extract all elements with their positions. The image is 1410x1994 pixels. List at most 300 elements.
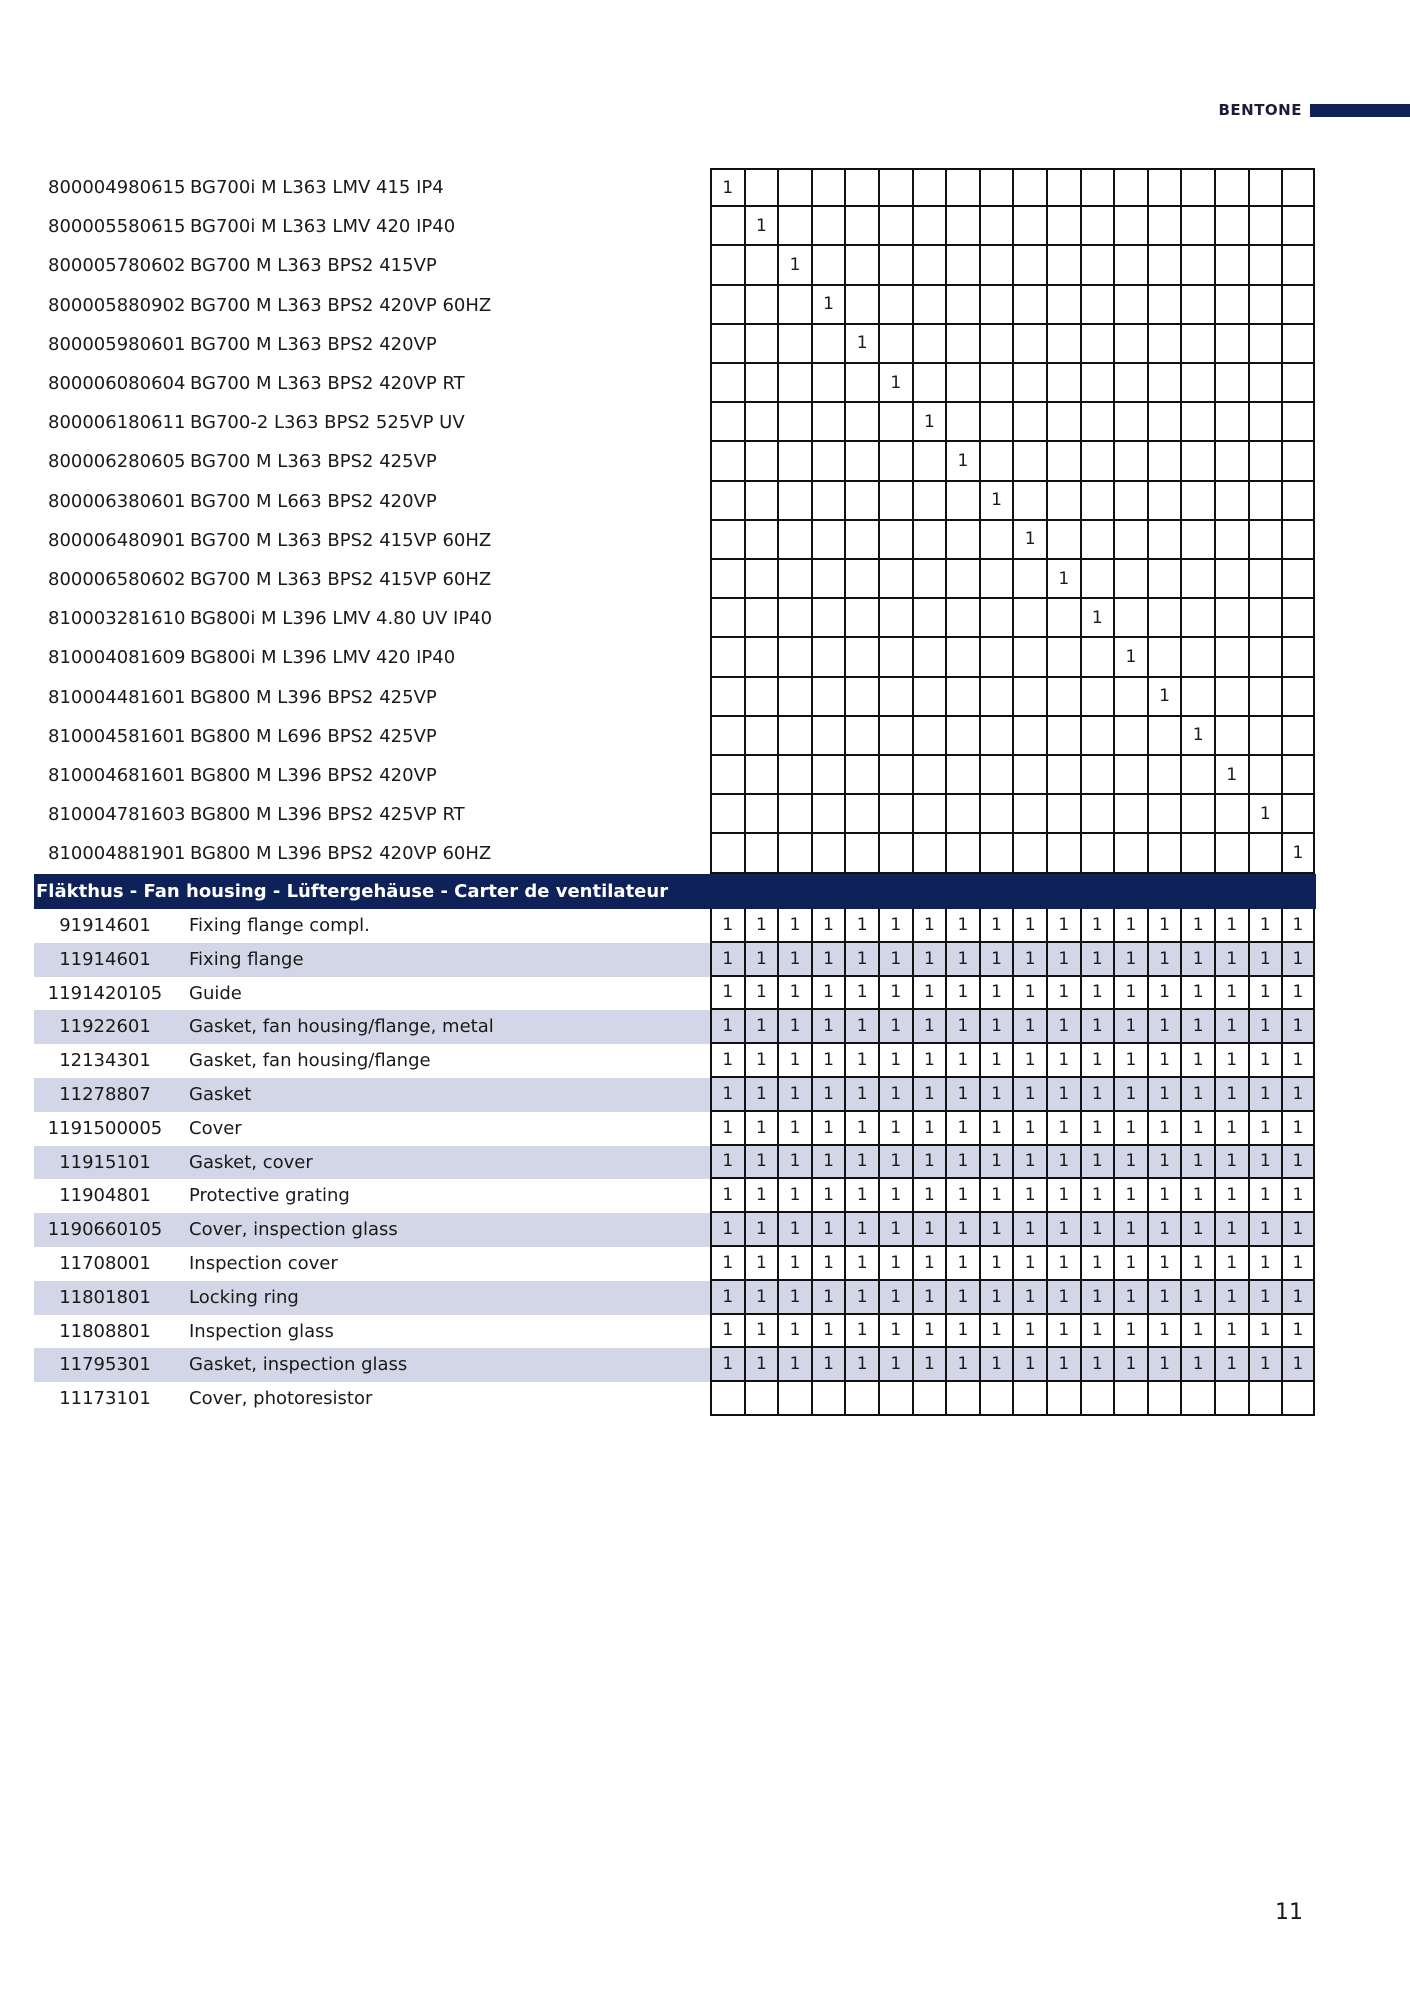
quantity-cell — [744, 834, 778, 873]
quantity-cell — [1214, 286, 1248, 325]
quantity-cell: 1 — [844, 1281, 878, 1315]
quantity-cell — [811, 403, 845, 442]
quantity-cell: 1 — [912, 1213, 946, 1247]
quantity-cell: 1 — [710, 1044, 744, 1078]
quantity-cell: 1 — [1012, 1044, 1046, 1078]
quantity-cell — [1281, 795, 1315, 834]
quantity-cell: 1 — [811, 1179, 845, 1213]
quantity-cell: 1 — [1113, 1112, 1147, 1146]
quantity-cell — [979, 325, 1013, 364]
quantity-cell: 1 — [1046, 943, 1080, 977]
quantity-cell: 1 — [979, 482, 1013, 521]
quantity-cell — [844, 364, 878, 403]
article-description: BG700i M L363 LMV 420 IP40 — [190, 216, 456, 238]
article-description: Cover — [189, 1117, 242, 1139]
quantity-cell — [1214, 678, 1248, 717]
quantity-cell: 1 — [1147, 1247, 1181, 1281]
quantity-cell: 1 — [811, 977, 845, 1011]
quantity-cell — [1281, 521, 1315, 560]
quantity-grid — [710, 1078, 1315, 1112]
quantity-cell — [710, 795, 744, 834]
article-code: 810004681601 — [48, 765, 186, 786]
quantity-cell — [710, 638, 744, 677]
quantity-cell: 1 — [1046, 560, 1080, 599]
quantity-grid — [710, 168, 1315, 207]
quantity-cell: 1 — [945, 1348, 979, 1382]
quantity-cell — [744, 638, 778, 677]
quantity-cell: 1 — [1248, 1247, 1282, 1281]
quantity-cell — [1046, 678, 1080, 717]
quantity-cell: 1 — [1147, 1112, 1181, 1146]
quantity-cell: 1 — [1080, 1179, 1114, 1213]
quantity-cell: 1 — [777, 909, 811, 943]
article-code: 810004481601 — [48, 686, 186, 708]
table-row — [34, 246, 1316, 285]
quantity-cell — [912, 168, 946, 207]
quantity-cell: 1 — [1147, 1010, 1181, 1044]
quantity-cell: 1 — [1012, 1010, 1046, 1044]
quantity-cell — [1113, 442, 1147, 481]
quantity-cell — [811, 834, 845, 873]
quantity-cell: 1 — [1281, 1213, 1315, 1247]
quantity-cell — [1147, 717, 1181, 756]
quantity-grid — [710, 246, 1315, 285]
quantity-cell: 1 — [1046, 1044, 1080, 1078]
quantity-cell: 1 — [1046, 1281, 1080, 1315]
quantity-cell: 1 — [912, 909, 946, 943]
quantity-cell — [912, 560, 946, 599]
quantity-cell — [1113, 403, 1147, 442]
article-code: 800005880902 — [48, 294, 186, 316]
quantity-cell: 1 — [811, 1146, 845, 1180]
quantity-cell — [1281, 717, 1315, 756]
quantity-cell — [1214, 325, 1248, 364]
quantity-cell: 1 — [878, 1010, 912, 1044]
quantity-cell — [1214, 795, 1248, 834]
quantity-cell — [945, 560, 979, 599]
quantity-cell: 1 — [1080, 1348, 1114, 1382]
quantity-cell — [1113, 364, 1147, 403]
quantity-cell: 1 — [1012, 1315, 1046, 1349]
quantity-grid — [710, 943, 1315, 977]
quantity-cell: 1 — [979, 1348, 1013, 1382]
quantity-cell: 1 — [811, 1315, 845, 1349]
article-code: 11173101 — [59, 1388, 151, 1410]
quantity-cell — [979, 756, 1013, 795]
quantity-cell: 1 — [1214, 1247, 1248, 1281]
quantity-cell: 1 — [945, 1213, 979, 1247]
quantity-cell — [811, 717, 845, 756]
quantity-cell — [811, 246, 845, 285]
quantity-cell: 1 — [811, 1247, 845, 1281]
quantity-cell: 1 — [744, 909, 778, 943]
quantity-cell — [844, 599, 878, 638]
quantity-cell: 1 — [844, 1078, 878, 1112]
quantity-cell: 1 — [844, 1315, 878, 1349]
table-row — [34, 1247, 1316, 1281]
quantity-cell — [878, 717, 912, 756]
quantity-cell: 1 — [1248, 1044, 1282, 1078]
quantity-cell: 1 — [1080, 1281, 1114, 1315]
quantity-cell — [1214, 717, 1248, 756]
quantity-cell: 1 — [1248, 1146, 1282, 1180]
quantity-cell: 1 — [1012, 521, 1046, 560]
quantity-cell — [811, 521, 845, 560]
quantity-cell — [945, 168, 979, 207]
quantity-cell — [1080, 795, 1114, 834]
quantity-cell: 1 — [710, 977, 744, 1011]
quantity-cell — [1214, 246, 1248, 285]
table-row — [34, 909, 1316, 943]
quantity-cell — [878, 756, 912, 795]
quantity-cell — [1248, 207, 1282, 246]
quantity-cell — [1113, 207, 1147, 246]
quantity-cell — [1046, 168, 1080, 207]
article-code: 11922601 — [59, 1016, 151, 1038]
quantity-cell — [945, 403, 979, 442]
quantity-cell — [1046, 325, 1080, 364]
quantity-cell — [710, 1382, 744, 1416]
quantity-cell — [979, 246, 1013, 285]
quantity-cell: 1 — [844, 1213, 878, 1247]
quantity-cell: 1 — [811, 1078, 845, 1112]
quantity-cell — [710, 286, 744, 325]
quantity-cell: 1 — [1180, 717, 1214, 756]
article-description: BG800 M L696 BPS2 425VP — [190, 725, 437, 747]
article-code: 810003281610 — [48, 608, 186, 630]
quantity-cell: 1 — [811, 1010, 845, 1044]
quantity-cell: 1 — [710, 168, 744, 207]
quantity-cell: 1 — [811, 1281, 845, 1315]
quantity-cell — [1046, 795, 1080, 834]
table-row — [34, 286, 1316, 325]
quantity-cell — [844, 1382, 878, 1416]
quantity-cell — [1214, 168, 1248, 207]
quantity-cell: 1 — [1248, 1281, 1282, 1315]
quantity-cell — [1180, 246, 1214, 285]
quantity-cell: 1 — [1012, 977, 1046, 1011]
quantity-cell — [1214, 599, 1248, 638]
quantity-cell: 1 — [979, 1044, 1013, 1078]
quantity-cell — [912, 795, 946, 834]
quantity-grid — [710, 1146, 1315, 1180]
article-description: Gasket, fan housing/flange — [189, 1050, 431, 1072]
quantity-cell — [744, 403, 778, 442]
quantity-cell — [844, 442, 878, 481]
quantity-cell — [1080, 678, 1114, 717]
quantity-cell: 1 — [1248, 1179, 1282, 1213]
quantity-cell: 1 — [1248, 909, 1282, 943]
quantity-cell — [744, 286, 778, 325]
quantity-grid — [710, 717, 1315, 756]
quantity-grid — [710, 364, 1315, 403]
quantity-cell: 1 — [912, 1247, 946, 1281]
quantity-cell: 1 — [878, 909, 912, 943]
quantity-cell — [1113, 168, 1147, 207]
quantity-cell: 1 — [1147, 678, 1181, 717]
quantity-grid — [710, 1348, 1315, 1382]
quantity-cell — [811, 638, 845, 677]
article-code: 1191420105 — [47, 982, 163, 1004]
quantity-grid — [710, 1179, 1315, 1213]
quantity-cell — [1080, 364, 1114, 403]
quantity-cell — [1113, 717, 1147, 756]
quantity-grid — [710, 1315, 1315, 1349]
quantity-cell — [878, 168, 912, 207]
quantity-cell: 1 — [744, 207, 778, 246]
quantity-cell — [912, 246, 946, 285]
quantity-cell: 1 — [1046, 1010, 1080, 1044]
quantity-cell — [945, 678, 979, 717]
quantity-cell: 1 — [1012, 1348, 1046, 1382]
article-code: 810004781603 — [48, 804, 186, 826]
quantity-cell — [777, 364, 811, 403]
quantity-cell — [1046, 1382, 1080, 1416]
quantity-cell — [844, 717, 878, 756]
quantity-cell — [979, 834, 1013, 873]
quantity-cell: 1 — [1281, 909, 1315, 943]
quantity-cell: 1 — [1046, 909, 1080, 943]
quantity-cell — [811, 560, 845, 599]
quantity-cell — [979, 442, 1013, 481]
table-row — [34, 168, 1316, 207]
quantity-grid — [710, 442, 1315, 481]
table-row — [34, 638, 1316, 677]
quantity-cell — [1180, 521, 1214, 560]
article-description: BG700 M L363 BPS2 425VP — [190, 451, 437, 473]
table-row — [34, 1348, 1316, 1382]
quantity-cell: 1 — [1180, 1281, 1214, 1315]
quantity-cell: 1 — [844, 1044, 878, 1078]
quantity-cell — [945, 286, 979, 325]
quantity-cell — [811, 1382, 845, 1416]
quantity-cell: 1 — [912, 977, 946, 1011]
quantity-cell — [1012, 403, 1046, 442]
quantity-cell — [878, 599, 912, 638]
quantity-cell: 1 — [979, 1247, 1013, 1281]
quantity-cell — [1046, 246, 1080, 285]
quantity-cell — [1012, 207, 1046, 246]
quantity-cell: 1 — [1180, 1348, 1214, 1382]
quantity-cell — [777, 678, 811, 717]
table-row — [34, 521, 1316, 560]
quantity-cell: 1 — [1147, 1179, 1181, 1213]
quantity-cell: 1 — [777, 1044, 811, 1078]
quantity-cell — [1046, 717, 1080, 756]
quantity-cell — [1147, 560, 1181, 599]
quantity-cell — [744, 560, 778, 599]
quantity-cell — [811, 442, 845, 481]
quantity-cell: 1 — [1180, 909, 1214, 943]
quantity-cell — [1012, 286, 1046, 325]
quantity-cell — [1113, 1382, 1147, 1416]
quantity-cell — [1147, 325, 1181, 364]
quantity-cell: 1 — [1147, 1281, 1181, 1315]
quantity-cell — [1080, 207, 1114, 246]
quantity-cell: 1 — [1214, 1281, 1248, 1315]
quantity-cell — [710, 442, 744, 481]
quantity-cell — [1281, 207, 1315, 246]
quantity-cell — [777, 207, 811, 246]
quantity-cell: 1 — [1080, 599, 1114, 638]
article-code: 810004581601 — [48, 725, 186, 747]
quantity-cell: 1 — [1147, 1146, 1181, 1180]
quantity-cell — [1281, 482, 1315, 521]
quantity-cell: 1 — [1147, 1348, 1181, 1382]
table-row — [34, 560, 1316, 599]
quantity-cell — [1113, 560, 1147, 599]
quantity-cell: 1 — [844, 977, 878, 1011]
quantity-cell — [710, 207, 744, 246]
quantity-cell: 1 — [1080, 1315, 1114, 1349]
table-row — [34, 1010, 1316, 1044]
quantity-cell: 1 — [777, 1348, 811, 1382]
quantity-cell: 1 — [912, 1078, 946, 1112]
article-description: BG700 M L363 BPS2 415VP 60HZ — [190, 569, 492, 590]
table-row — [34, 1213, 1316, 1247]
quantity-grid — [710, 1247, 1315, 1281]
quantity-cell: 1 — [1281, 1112, 1315, 1146]
quantity-cell — [979, 403, 1013, 442]
quantity-cell: 1 — [945, 1010, 979, 1044]
quantity-cell — [1281, 286, 1315, 325]
quantity-cell — [1248, 286, 1282, 325]
quantity-cell — [1281, 678, 1315, 717]
quantity-cell: 1 — [744, 1179, 778, 1213]
quantity-cell — [1180, 325, 1214, 364]
quantity-cell: 1 — [912, 1112, 946, 1146]
article-description: BG700-2 L363 BPS2 525VP UV — [190, 412, 465, 434]
article-code: 11801801 — [59, 1286, 151, 1308]
quantity-cell — [1214, 442, 1248, 481]
quantity-cell — [744, 756, 778, 795]
quantity-cell: 1 — [912, 943, 946, 977]
quantity-cell: 1 — [1046, 1348, 1080, 1382]
quantity-cell: 1 — [945, 1315, 979, 1349]
quantity-cell: 1 — [1214, 1112, 1248, 1146]
quantity-cell — [1012, 364, 1046, 403]
quantity-cell: 1 — [710, 1146, 744, 1180]
quantity-cell — [1281, 638, 1315, 677]
quantity-grid — [710, 521, 1315, 560]
quantity-cell — [1113, 834, 1147, 873]
quantity-cell — [1281, 403, 1315, 442]
table-row — [34, 1146, 1316, 1180]
quantity-cell: 1 — [844, 325, 878, 364]
quantity-cell: 1 — [1113, 1213, 1147, 1247]
article-code: 11795301 — [59, 1354, 151, 1376]
quantity-cell — [1046, 756, 1080, 795]
quantity-cell: 1 — [777, 1010, 811, 1044]
quantity-cell: 1 — [1214, 1179, 1248, 1213]
table-row — [34, 207, 1316, 246]
quantity-cell: 1 — [1180, 977, 1214, 1011]
quantity-cell — [979, 599, 1013, 638]
article-description: BG700i M L363 LMV 415 IP4 — [190, 177, 444, 198]
quantity-cell — [878, 560, 912, 599]
quantity-cell: 1 — [945, 1078, 979, 1112]
quantity-cell — [744, 482, 778, 521]
quantity-cell — [1080, 246, 1114, 285]
quantity-cell — [979, 638, 1013, 677]
quantity-cell: 1 — [1147, 1315, 1181, 1349]
quantity-cell: 1 — [1248, 1348, 1282, 1382]
quantity-cell: 1 — [844, 909, 878, 943]
quantity-cell — [777, 560, 811, 599]
quantity-cell: 1 — [1281, 1348, 1315, 1382]
quantity-cell — [1248, 717, 1282, 756]
quantity-cell — [1248, 246, 1282, 285]
table-row — [34, 1044, 1316, 1078]
quantity-cell: 1 — [912, 1044, 946, 1078]
quantity-cell — [1147, 246, 1181, 285]
quantity-cell — [912, 678, 946, 717]
quantity-cell — [1147, 364, 1181, 403]
quantity-cell — [1080, 168, 1114, 207]
quantity-cell: 1 — [1046, 977, 1080, 1011]
quantity-cell — [1113, 756, 1147, 795]
quantity-cell — [710, 560, 744, 599]
quantity-cell — [844, 168, 878, 207]
quantity-cell: 1 — [979, 1281, 1013, 1315]
quantity-cell — [1180, 286, 1214, 325]
quantity-cell — [777, 717, 811, 756]
table-row — [34, 1112, 1316, 1146]
quantity-cell — [777, 286, 811, 325]
quantity-cell: 1 — [744, 1010, 778, 1044]
quantity-cell — [744, 521, 778, 560]
quantity-cell — [744, 717, 778, 756]
quantity-cell — [1046, 599, 1080, 638]
quantity-cell: 1 — [1080, 1078, 1114, 1112]
quantity-cell: 1 — [1214, 1010, 1248, 1044]
quantity-cell — [744, 246, 778, 285]
quantity-cell — [1046, 442, 1080, 481]
quantity-cell: 1 — [1214, 1146, 1248, 1180]
quantity-cell: 1 — [710, 909, 744, 943]
quantity-cell: 1 — [811, 1044, 845, 1078]
quantity-cell: 1 — [1180, 1044, 1214, 1078]
quantity-cell — [1180, 482, 1214, 521]
quantity-cell — [912, 756, 946, 795]
quantity-cell: 1 — [945, 1179, 979, 1213]
quantity-cell — [844, 560, 878, 599]
quantity-cell: 1 — [1281, 1315, 1315, 1349]
quantity-cell: 1 — [878, 1044, 912, 1078]
quantity-cell — [811, 795, 845, 834]
quantity-cell — [1012, 834, 1046, 873]
quantity-cell: 1 — [1180, 943, 1214, 977]
quantity-grid — [710, 1112, 1315, 1146]
quantity-cell — [777, 442, 811, 481]
quantity-cell: 1 — [1180, 1078, 1214, 1112]
quantity-cell — [1147, 168, 1181, 207]
quantity-cell: 1 — [878, 1213, 912, 1247]
quantity-cell: 1 — [945, 442, 979, 481]
quantity-cell — [844, 678, 878, 717]
article-code: 800005780602 — [48, 255, 186, 277]
quantity-grid — [710, 1281, 1315, 1315]
quantity-cell — [1147, 599, 1181, 638]
table-row — [34, 795, 1316, 834]
article-code: 800005980601 — [48, 333, 186, 355]
quantity-cell: 1 — [1080, 1247, 1114, 1281]
article-description: Inspection glass — [189, 1320, 334, 1342]
quantity-grid — [710, 560, 1315, 599]
quantity-cell — [710, 482, 744, 521]
quantity-grid — [710, 977, 1315, 1011]
quantity-cell: 1 — [1012, 1078, 1046, 1112]
